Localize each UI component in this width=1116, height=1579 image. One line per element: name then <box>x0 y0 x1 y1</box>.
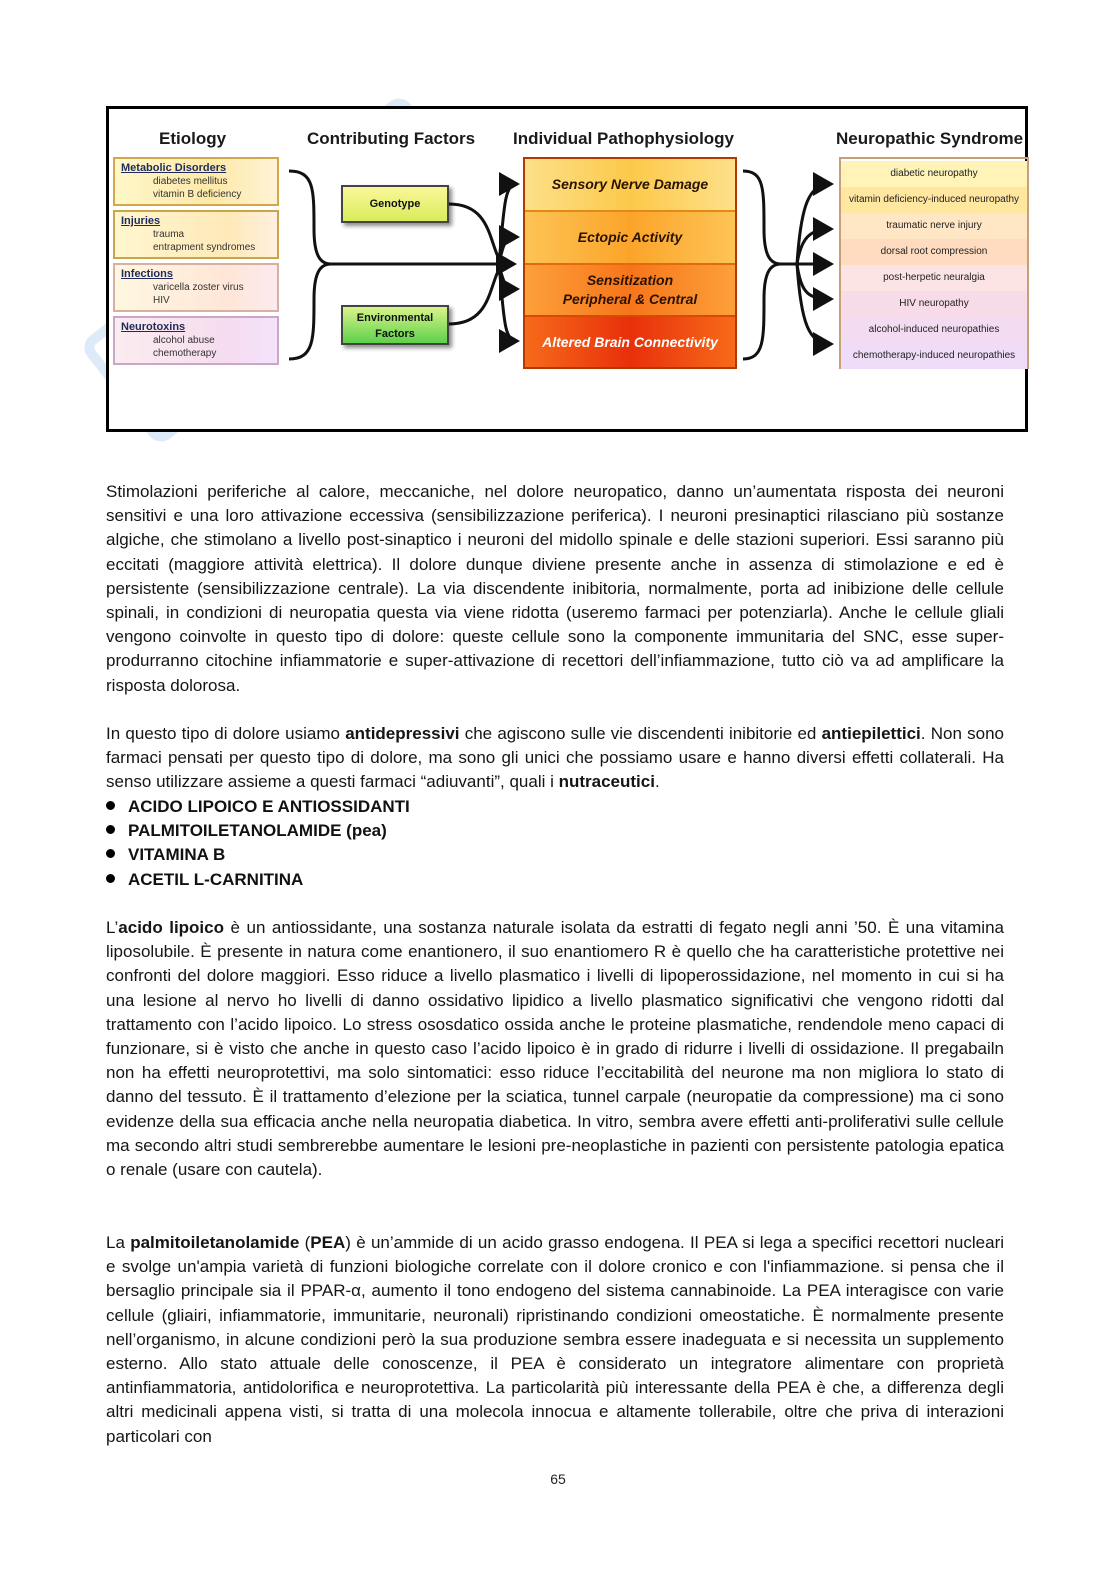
factor-env-line2: Factors <box>375 328 415 340</box>
paragraph-therapy <box>106 722 1004 795</box>
syndrome-item: diabetic neuropathy <box>841 161 1027 187</box>
patho-ectopic-activity: Ectopic Activity <box>525 212 735 265</box>
text-span: che agiscono sulle vie discendenti inibitorie ed <box>459 724 822 743</box>
text-span: La <box>106 1233 131 1252</box>
text-span: ) è un’ammide di un acido grasso endogena. Il PEA si lega a specifici recettori nucleari e svolge un'ampia varietà di funzioni biologiche correlate con il dolore cronico e con l'infiammazione. si pensa che il bersaglio principale sia il PPAR-α, aumento il tono endogeno del sistema cannabinoide. La PEA interagisce con varie cellule (gliairi, infiammatorie, immunitarie, neuronali) ripristinando condizioni omeostatiche. È normalmente presente nell’organismo, in alcune condizioni però la sua produzione sembra essere inadeguata e si necessita un supplemento esterno. Allo stato attuale delle conoscenze, il PEA è considerato un integratore alimentare con proprietà antinfiammatoria, antidolorifica e neuroprotettiva. La particolarità più interessante della PEA è che, a differenza degli altri medicinali appena visti, si tratta di una molecola innocua e altamente tollerabile, oltre che priva di interazioni particolari con <box>106 1233 1005 1446</box>
page-number: 65 <box>550 1471 566 1487</box>
factor-genotype: Genotype <box>341 185 449 223</box>
syndrome-item: alcohol-induced neuropathies <box>841 317 1027 343</box>
etiology-item: varicella zoster virus <box>153 282 244 293</box>
header-etiology: Etiology <box>159 129 227 148</box>
list-item <box>106 843 706 867</box>
etiology-item: alcohol abuse <box>153 335 215 346</box>
text-span: . Non sono farmaci pensati per questo tipo di dolore, ma sono gli unici che possiamo usare e hanno diversi effetti collaterali. Ha senso utilizzare assieme a questi farmaci “adiuvanti”, quali i <box>106 724 1004 792</box>
etiology-item: entrapment syndromes <box>153 242 256 253</box>
bullet-icon <box>106 825 115 834</box>
syndrome-item: chemotherapy-induced neuropathies <box>841 343 1027 369</box>
text-span: In questo tipo di dolore usiamo <box>106 724 346 743</box>
text-bold: antidepressivi <box>345 724 460 743</box>
bullet-icon <box>106 801 115 810</box>
neuropathic-pain-diagram <box>106 106 1028 432</box>
list-item <box>106 795 706 819</box>
text-span: ( <box>299 1233 311 1252</box>
patho-altered-brain-connectivity: Altered Brain Connectivity <box>525 317 735 367</box>
patho-sensory-nerve-damage: Sensory Nerve Damage <box>525 159 735 212</box>
nutraceutici-list <box>106 795 706 892</box>
bullet-icon <box>106 874 115 883</box>
list-item-label: ACETIL L-CARNITINA <box>128 869 304 889</box>
text-span: è un antiossidante, una sostanza naturale isolata da estratti di fegato negli anni ’50. È una vitamina liposolubile. È presente in natura come enantionero, il suo enantiomero R è quello che ha caratteristiche protettive nei confronti del dolore maggiori. Esso riduce a livello plasmatico i livelli di lipoperossidazione, nel momento in cui si ha una lesione al nervo ho livelli di danno ossidativo lipidico a livello plasmatico significativi che vengono ridotti dal trattamento con l’acido lipoico. Lo stress ososdatico ossida anche le proteine plasmatiche, rendendole meno capaci di funzionare, si è visto che anche in questo caso l’acido lipoico è in grado di ridurre i livelli di ossidazione. Il pregabailn non ha effetti neuroprotettivi, ma solo sintomatici: esso riduce l’eccitabilità del neurone ma non migliora lo stato di danno del tessuto. È il trattamento d’elezione per la sciatica, tunnel carpale (neuropatie da compressione) ma ci sono evidenze della sua efficacia anche nella neuropatia diabetica. In vitro, sembra avere effetti anti-proliferativi sulle cellule ma secondo altri studi sembrerebbe aumentare le lesioni pre-neoplastiche in pazienti con persistente patologia epatica o renale (usare con cautela). <box>106 918 1004 1180</box>
text-bold: antiepilettici <box>821 724 921 743</box>
factor-env-line1: Environmental <box>356 312 434 324</box>
text-bold: nutraceutici <box>558 772 655 792</box>
etiology-item: HIV <box>153 295 170 306</box>
paragraph-acido-lipoico <box>106 916 1004 1182</box>
list-item-label: VITAMINA B <box>128 845 226 865</box>
paragraph-sensitization: Stimolazioni periferiche al calore, meccaniche, nel dolore neuropatico, danno un’aumentata risposta dei neuroni sensitivi e una loro attivazione eccessiva (sensibilizzazione periferica). I neuroni presinaptici rilasciano più sostanze algiche, che stimolano a livello post-sinaptico i neuroni del midollo spinale e delle stazioni superiori. Essi saranno più eccitati (maggiore attività elettrica). Il dolore dunque diviene presente anche in assenza di stimolazione e ed è persistente (sensibilizzazione centrale). La via discendente inibitoria, normalmente, porta ad inibizione delle cellule spinali, in condizioni di neuropatia questa via viene ridotta (useremo farmaci per potenziarla). Anche le cellule gliali vengono coinvolte in questo tipo di dolore: queste cellule sono la componente immunitaria del SNC, esse super-produrranno citochine infiammatorie e super-attivazione di recettori dell’infiammazione, tutto ciò va ad amplificare la risposta dolorosa. <box>106 482 1004 695</box>
list-item-label: ACIDO LIPOICO E ANTIOSSIDANTI <box>128 797 410 816</box>
syndrome-item: traumatic nerve injury <box>841 213 1027 239</box>
syndrome-list <box>839 157 1029 369</box>
etiology-title: Injuries <box>121 215 161 227</box>
list-item-label: PALMITOILETANOLAMIDE (pea) <box>128 821 387 841</box>
text-span: L’ <box>106 918 119 937</box>
bullet-icon <box>106 849 115 858</box>
patho-sensitization <box>525 265 735 317</box>
etiology-item: diabetes mellitus <box>153 176 228 187</box>
patho-sensitization-line2: Peripheral & Central <box>562 291 698 307</box>
list-item <box>106 868 706 892</box>
syndrome-item: post-herpetic neuralgia <box>841 265 1027 291</box>
etiology-title: Infections <box>121 268 173 280</box>
patho-sensitization-line1: Sensitization <box>586 272 674 288</box>
header-contributing-factors: Contributing Factors <box>307 129 476 148</box>
syndrome-item: HIV neuropathy <box>841 291 1027 317</box>
text-bold: acido lipoico <box>118 918 224 937</box>
text-span: . <box>654 772 660 792</box>
syndrome-item: dorsal root compression <box>841 239 1027 265</box>
text-bold: palmitoiletanolamide <box>130 1233 300 1252</box>
paragraph-pea <box>106 1231 1004 1449</box>
etiology-title: Neurotoxins <box>121 321 186 333</box>
etiology-item: vitamin B deficiency <box>153 189 242 200</box>
list-item <box>106 819 706 843</box>
pathophysiology-stack <box>523 157 737 369</box>
text-bold: PEA <box>310 1233 346 1252</box>
header-pathophysiology: Individual Pathophysiology <box>513 129 735 148</box>
syndrome-item: vitamin deficiency-induced neuropathy <box>841 187 1027 213</box>
etiology-item: trauma <box>153 229 185 240</box>
factor-environmental <box>341 305 449 345</box>
etiology-item: chemotherapy <box>153 348 217 359</box>
header-syndrome: Neuropathic Syndrome <box>836 129 1024 148</box>
etiology-title: Metabolic Disorders <box>121 162 227 174</box>
